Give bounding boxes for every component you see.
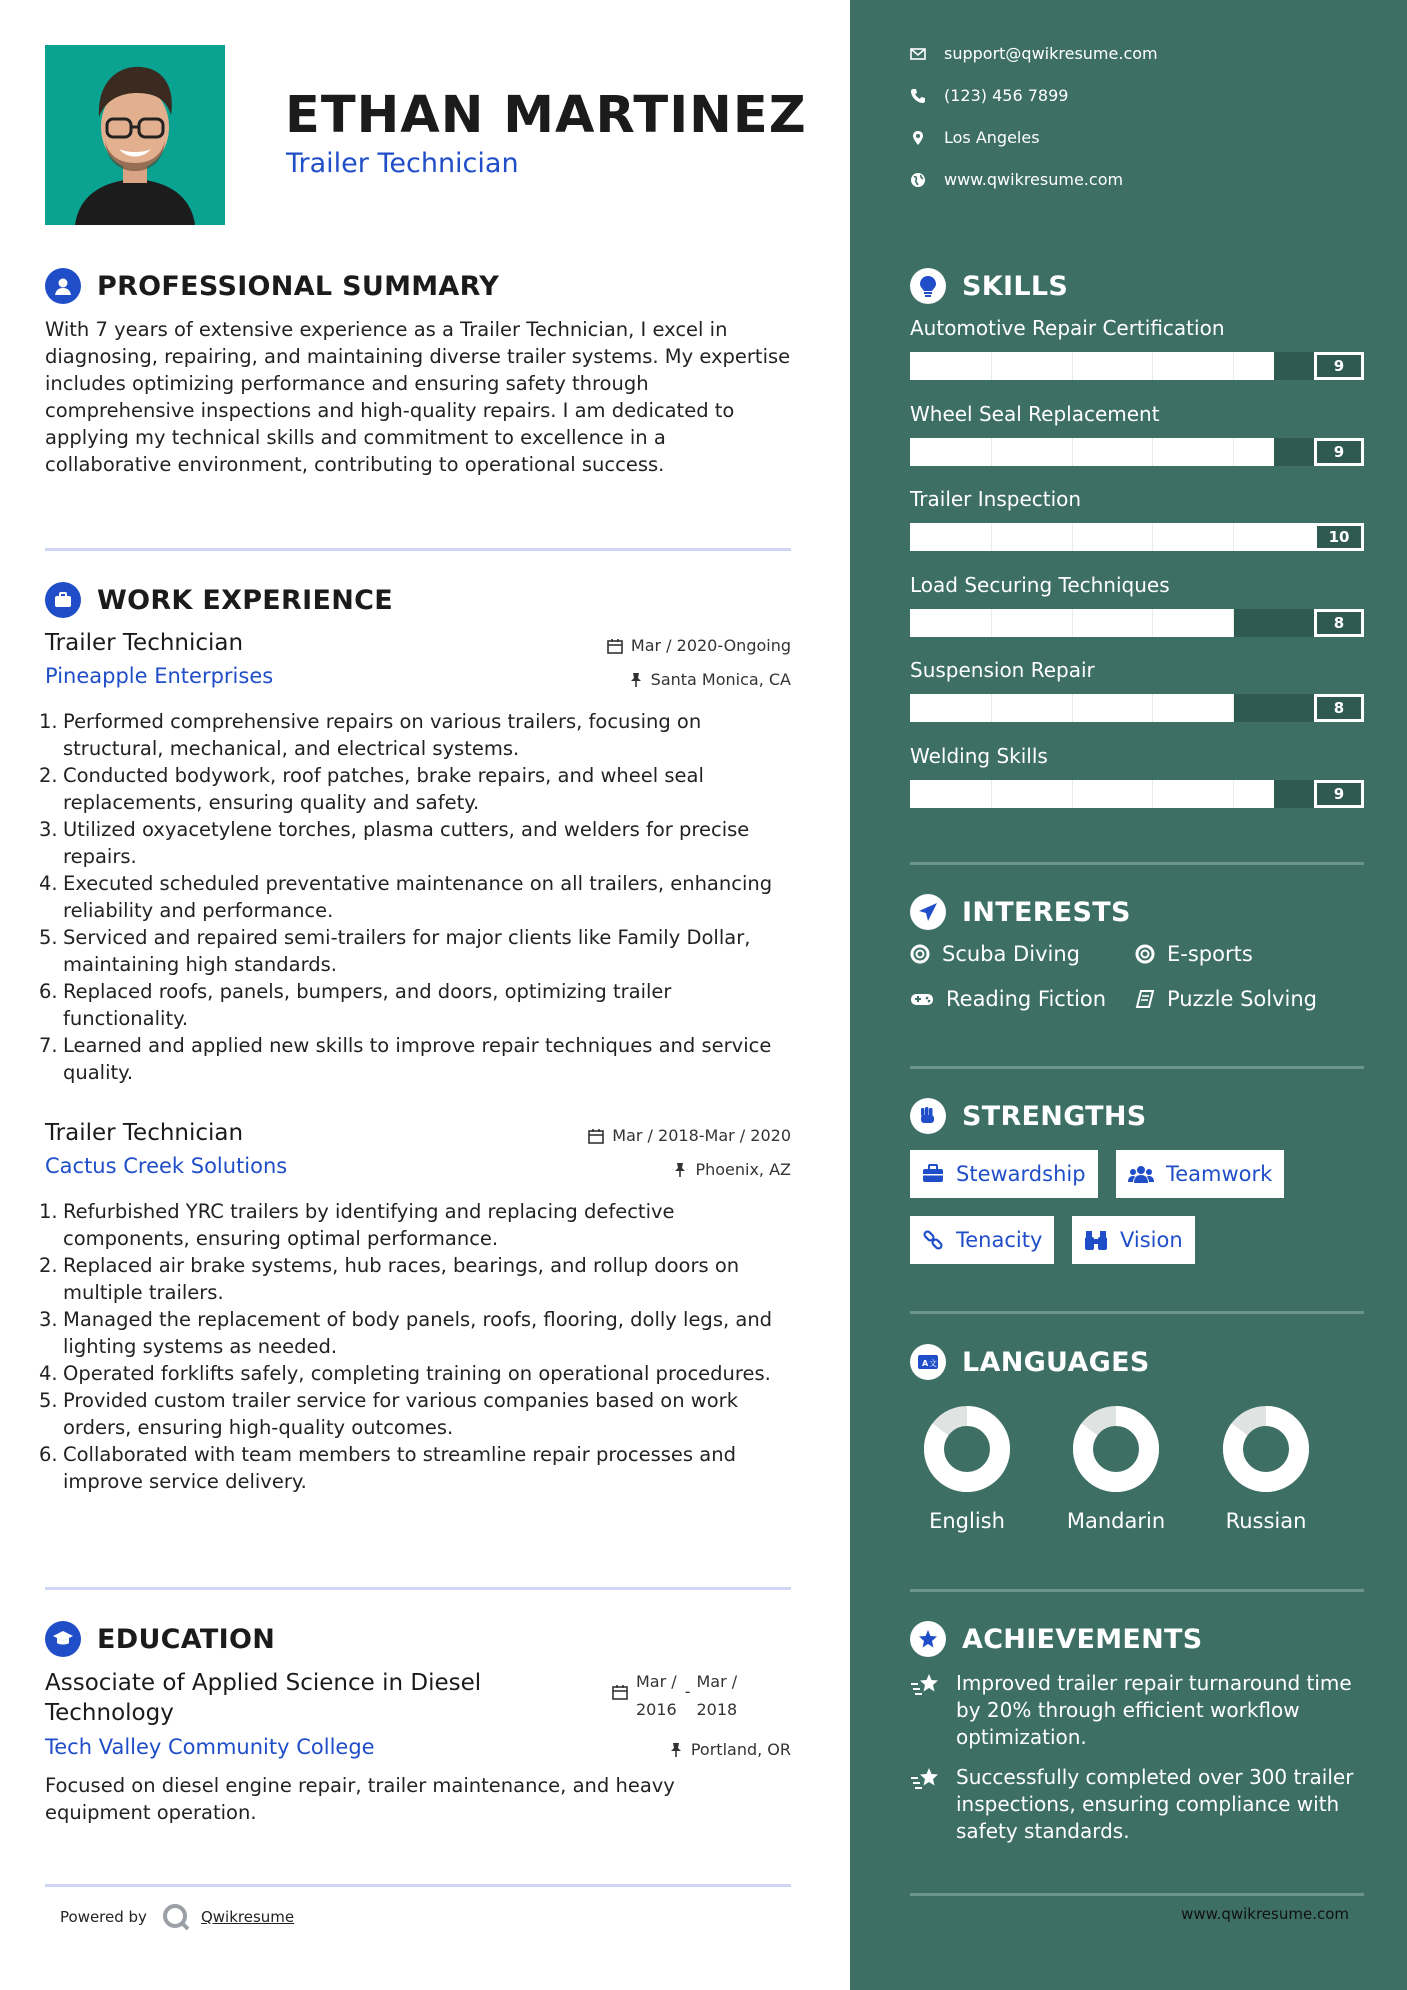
candidate-name: ETHAN MARTINEZ: [285, 86, 807, 145]
briefcase-icon: [45, 582, 81, 618]
gamepad-icon: [910, 990, 934, 1008]
skill-segment-divider: [991, 523, 992, 551]
life-ring-icon: [910, 944, 930, 964]
languages-title: LANGUAGES: [962, 1346, 1150, 1378]
shooting-star-icon: [910, 1766, 942, 1792]
section-divider: [45, 1587, 791, 1590]
calendar-icon: [607, 638, 623, 654]
skill-bar: [910, 694, 1364, 722]
experience-heading: [45, 582, 393, 618]
skill-level-fill: [910, 438, 1274, 466]
skill-segment-divider: [1233, 352, 1234, 380]
candidate-role: Trailer Technician: [286, 148, 519, 179]
powered-by: Powered by Qwikresume: [60, 1902, 294, 1932]
skill-name: Load Securing Techniques: [910, 572, 1170, 597]
job-location: Santa Monica, CA: [629, 670, 791, 689]
education-description: Focused on diesel engine repair, trailer maintenance, and heavy equipment operation.: [45, 1774, 675, 1824]
education-title: EDUCATION: [97, 1623, 276, 1655]
language-label: Russian: [1225, 1509, 1307, 1533]
section-divider: [910, 1311, 1364, 1314]
users-icon: [1128, 1164, 1154, 1184]
list-item: 5. Provided custom trailer service for various companies based on work orders, ensuring high-quality outcomes.: [39, 1389, 738, 1439]
skill-name: Wheel Seal Replacement: [910, 401, 1160, 426]
paper-plane-icon: [910, 894, 946, 930]
strength-chip: Tenacity: [910, 1216, 1054, 1264]
education-heading: [45, 1621, 275, 1657]
skill-segment-divider: [1233, 438, 1234, 466]
skill-bar: [910, 438, 1364, 466]
fist-icon: [910, 1098, 946, 1134]
list-item: 2. Conducted bodywork, roof patches, brake repairs, and wheel seal replacements, ensuring quality and safety.: [39, 764, 704, 814]
education-dates: Mar / 2016 - Mar / 2018: [612, 1668, 737, 1724]
skill-segment-divider: [1152, 694, 1153, 722]
language-item: [1061, 1405, 1171, 1533]
contact-location: Los Angeles: [910, 128, 1040, 147]
skill-segment-divider: [1072, 609, 1073, 637]
list-item: 4. Executed scheduled preventative maintenance on all trailers, enhancing reliability and performance.: [39, 872, 773, 922]
book-icon: [1135, 989, 1155, 1009]
skill-name: Automotive Repair Certification: [910, 316, 1225, 340]
list-item: 3. Utilized oxyacetylene torches, plasma cutters, and welders for precise repairs.: [39, 818, 750, 868]
contact-email: support@qwikresume.com: [910, 44, 1158, 63]
achievement-item: Successfully completed over 300 trailer inspections, ensuring compliance with safety standards.: [910, 1764, 1370, 1845]
footer-url[interactable]: www.qwikresume.com: [1181, 1905, 1349, 1923]
job-entry: [39, 630, 791, 1086]
skills-title: SKILLS: [962, 270, 1069, 302]
pin-icon: [669, 1742, 683, 1758]
skill-value-badge: 10: [1314, 523, 1364, 551]
list-item: 6. Collaborated with team members to streamline repair processes and improve service delivery.: [39, 1443, 736, 1493]
job-title: Trailer Technician: [45, 1120, 244, 1146]
job-entry: [39, 1120, 791, 1495]
skill-level-fill: [910, 523, 1314, 551]
skill-segment-divider: [1152, 438, 1153, 466]
skill-level-fill: [910, 352, 1274, 380]
summary-heading: [45, 268, 499, 304]
lightbulb-icon: [910, 268, 946, 304]
skill-segment-divider: [1152, 523, 1153, 551]
qwikresume-link[interactable]: Qwikresume: [200, 1908, 295, 1926]
job-title: Trailer Technician: [45, 630, 244, 656]
list-item: 2. Replaced air brake systems, hub races, bearings, and rollup doors on multiple trailers.: [39, 1254, 740, 1304]
skill-item: [910, 402, 1364, 466]
skill-segment-divider: [991, 780, 992, 808]
skill-name: Suspension Repair: [910, 658, 1095, 682]
map-marker-icon: [910, 130, 926, 146]
envelope-icon: [910, 47, 926, 61]
skill-segment-divider: [991, 352, 992, 380]
globe-icon: [910, 172, 926, 188]
skills-heading: [910, 268, 1068, 304]
skill-name: Trailer Inspection: [910, 487, 1082, 511]
job-dates: Mar / 2018-Mar / 2020: [588, 1126, 791, 1145]
summary-title: PROFESSIONAL SUMMARY: [97, 270, 500, 302]
section-divider: [910, 1066, 1364, 1069]
skill-segment-divider: [1152, 352, 1153, 380]
profile-photo: [45, 45, 225, 225]
skill-item: [910, 487, 1364, 551]
skill-item: [910, 573, 1364, 637]
translate-icon: [910, 1344, 946, 1380]
skill-value-badge: 9: [1314, 780, 1364, 808]
achievements-heading: [910, 1621, 1203, 1657]
education-school: Tech Valley Community College: [45, 1735, 375, 1759]
skill-segment-divider: [991, 438, 992, 466]
svg-text:文: 文: [929, 1359, 937, 1368]
languages-heading: [910, 1344, 1150, 1380]
skill-segment-divider: [1152, 609, 1153, 637]
list-item: 3. Managed the replacement of body panels, roofs, flooring, dolly legs, and lighting systems as needed.: [39, 1308, 773, 1358]
job-dates: Mar / 2020-Ongoing: [607, 636, 791, 655]
skill-value-badge: 9: [1314, 438, 1364, 466]
calendar-icon: [588, 1128, 604, 1144]
skill-segment-divider: [1072, 438, 1073, 466]
section-divider: [910, 1893, 1364, 1896]
skill-segment-divider: [1072, 523, 1073, 551]
education-degree: Associate of Applied Science in Diesel Technology: [45, 1670, 482, 1726]
skill-item: [910, 658, 1364, 722]
skill-bar: [910, 523, 1364, 551]
calendar-icon: [612, 1684, 628, 1700]
list-item: 1. Performed comprehensive repairs on various trailers, focusing on structural, mechanical, and electrical systems.: [39, 710, 702, 760]
strengths-title: STRENGTHS: [962, 1100, 1147, 1132]
job-location: Phoenix, AZ: [673, 1160, 791, 1179]
skill-segment-divider: [1233, 609, 1234, 637]
skill-segment-divider: [1233, 523, 1234, 551]
svg-text:A: A: [922, 1359, 929, 1368]
language-ring: [1061, 1405, 1171, 1493]
graduation-cap-icon: [45, 1621, 81, 1657]
job-bullets: [39, 1198, 791, 1495]
briefcase-icon: [922, 1164, 944, 1184]
star-badge-icon: [910, 1621, 946, 1657]
skill-segment-divider: [991, 609, 992, 637]
skill-value-badge: 9: [1314, 352, 1364, 380]
binoculars-icon: [1084, 1229, 1108, 1251]
skill-value-badge: 8: [1314, 609, 1364, 637]
skill-bar: [910, 780, 1364, 808]
section-divider: [45, 548, 791, 551]
language-label: English: [929, 1509, 1005, 1533]
skill-segment-divider: [1072, 694, 1073, 722]
qwikresume-logo-icon: [161, 1902, 191, 1932]
list-item: 4. Operated forklifts safely, completing training on operational procedures.: [39, 1362, 771, 1385]
skill-segment-divider: [1072, 780, 1073, 808]
skill-segment-divider: [1152, 780, 1153, 808]
job-company: Cactus Creek Solutions: [45, 1154, 288, 1178]
phone-icon: [910, 88, 926, 104]
skill-segment-divider: [991, 694, 992, 722]
pin-icon: [673, 1162, 687, 1178]
interest-item: Scuba Diving: [910, 942, 1080, 966]
language-item: [1211, 1405, 1321, 1533]
interests-heading: [910, 894, 1131, 930]
user-icon: [45, 268, 81, 304]
skill-bar: [910, 609, 1364, 637]
achievement-item: Improved trailer repair turnaround time by 20% through efficient workflow optimization.: [910, 1670, 1370, 1751]
section-divider: [910, 862, 1364, 865]
skill-value-badge: 8: [1314, 694, 1364, 722]
section-divider: [910, 1589, 1364, 1592]
list-item: 5. Serviced and repaired semi-trailers for major clients like Family Dollar, maintaining high standards.: [39, 926, 751, 976]
skill-segment-divider: [1072, 352, 1073, 380]
strength-chip: Vision: [1072, 1216, 1195, 1264]
interests-title: INTERESTS: [962, 896, 1131, 928]
contact-phone: (123) 456 7899: [910, 86, 1068, 105]
contact-website: www.qwikresume.com: [910, 170, 1123, 189]
strength-chip: Stewardship: [910, 1150, 1098, 1198]
skill-segment-divider: [1233, 694, 1234, 722]
education-location: Portland, OR: [669, 1740, 791, 1759]
achievements-title: ACHIEVEMENTS: [962, 1623, 1203, 1655]
experience-title: WORK EXPERIENCE: [97, 584, 393, 616]
list-item: 7. Learned and applied new skills to improve repair techniques and service quality.: [39, 1034, 772, 1084]
interest-item: Reading Fiction: [910, 987, 1106, 1011]
section-divider: [45, 1884, 791, 1887]
pin-icon: [629, 672, 643, 688]
list-item: 6. Replaced roofs, panels, bumpers, and doors, optimizing trailer functionality.: [39, 980, 672, 1030]
skill-name: Welding Skills: [910, 743, 1048, 768]
job-company: Pineapple Enterprises: [45, 664, 274, 688]
skill-bar: [910, 352, 1364, 380]
language-ring: [912, 1405, 1022, 1493]
skill-level-fill: [910, 780, 1274, 808]
strength-chip: Teamwork: [1116, 1150, 1284, 1198]
life-ring-icon: [1135, 944, 1155, 964]
language-label: Mandarin: [1066, 1509, 1166, 1533]
skill-item: [910, 316, 1364, 380]
skill-item: [910, 744, 1364, 808]
list-item: 1. Refurbished YRC trailers by identifying and replacing defective components, ensuring optimal performance.: [39, 1200, 675, 1250]
job-bullets: [39, 708, 791, 1086]
language-item: [912, 1405, 1022, 1533]
summary-text: With 7 years of extensive experience as a Trailer Technician, I excel in diagnosing, repairing, and maintaining diverse trailer systems. My expertise includes optimizing performance and ensuring safety through comprehensive inspections and high-quality repairs. I am dedicated to applying my technical skills and commitment to excellence in a collaborative environment, contributing to operational success.: [45, 318, 791, 476]
language-ring: [1211, 1405, 1321, 1493]
sidebar: [850, 0, 1407, 1990]
link-icon: [922, 1229, 944, 1251]
interest-item: E-sports: [1135, 942, 1253, 966]
skill-segment-divider: [1233, 780, 1234, 808]
shooting-star-icon: [910, 1672, 942, 1698]
strengths-heading: [910, 1098, 1147, 1134]
interest-item: Puzzle Solving: [1135, 987, 1317, 1011]
